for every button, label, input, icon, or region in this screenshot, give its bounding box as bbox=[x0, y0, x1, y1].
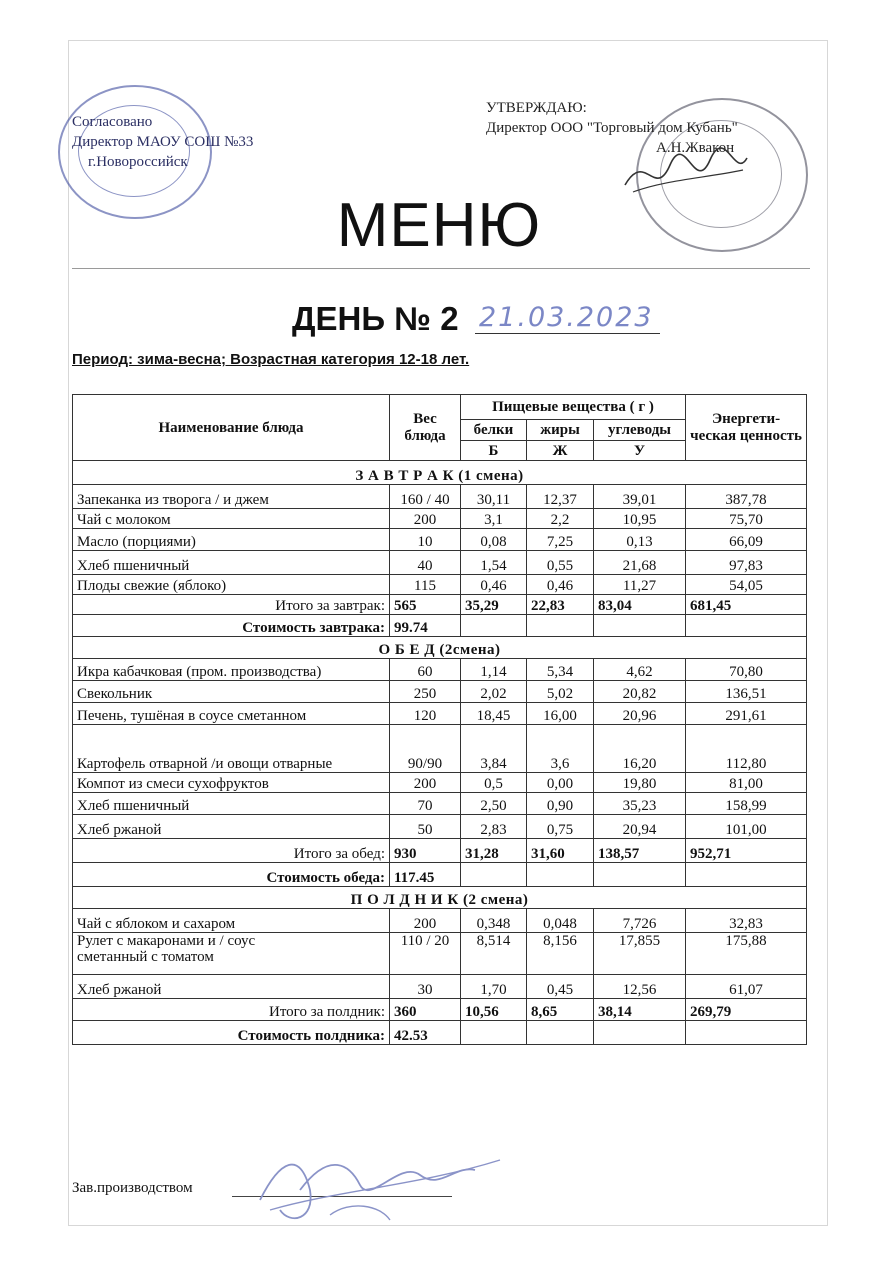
dish-energy: 81,00 bbox=[686, 773, 807, 793]
dish-energy: 136,51 bbox=[686, 681, 807, 703]
dish-carbs: 39,01 bbox=[594, 485, 686, 509]
dish-energy: 101,00 bbox=[686, 815, 807, 839]
dish-proteins: 1,70 bbox=[461, 975, 527, 999]
table-row bbox=[73, 485, 807, 509]
cost-label: Стоимость обеда: bbox=[73, 863, 390, 887]
dish-energy: 75,70 bbox=[686, 509, 807, 529]
dish-name: Икра кабачковая (пром. производства) bbox=[73, 659, 390, 681]
table-row bbox=[73, 909, 807, 933]
total-row-lunch bbox=[73, 839, 807, 863]
dish-fats: 12,37 bbox=[527, 485, 594, 509]
approval-left-line1: Согласовано bbox=[72, 114, 153, 130]
dish-name: Запеканка из творога / и джем bbox=[73, 485, 390, 509]
dish-fats: 7,25 bbox=[527, 529, 594, 551]
dish-name: Картофель отварной /и овощи отварные bbox=[73, 725, 390, 773]
dish-energy: 61,07 bbox=[686, 975, 807, 999]
total-fats: 31,60 bbox=[527, 839, 594, 863]
total-carbs: 138,57 bbox=[594, 839, 686, 863]
table-row bbox=[73, 509, 807, 529]
dish-energy: 175,88 bbox=[686, 933, 807, 975]
dish-proteins: 0,348 bbox=[461, 909, 527, 933]
approval-left-block bbox=[72, 112, 253, 172]
dish-name: Масло (порциями) bbox=[73, 529, 390, 551]
table-row bbox=[73, 815, 807, 839]
dish-proteins: 30,11 bbox=[461, 485, 527, 509]
dish-carbs: 20,94 bbox=[594, 815, 686, 839]
table-row bbox=[73, 933, 807, 975]
dish-energy: 66,09 bbox=[686, 529, 807, 551]
table-row bbox=[73, 551, 807, 575]
dish-fats: 0,45 bbox=[527, 975, 594, 999]
approval-left-line2: Директор МАОУ СОШ №33 bbox=[72, 134, 254, 150]
section-row-snack bbox=[73, 887, 807, 909]
dish-proteins: 2,02 bbox=[461, 681, 527, 703]
dish-name: Хлеб пшеничный bbox=[73, 793, 390, 815]
dish-carbs: 17,855 bbox=[594, 933, 686, 975]
dish-name: Хлеб ржаной bbox=[73, 975, 390, 999]
cost-value: 42.53 bbox=[390, 1021, 461, 1045]
dish-energy: 54,05 bbox=[686, 575, 807, 595]
total-fats: 8,65 bbox=[527, 999, 594, 1021]
dish-weight: 60 bbox=[390, 659, 461, 681]
dish-carbs: 19,80 bbox=[594, 773, 686, 793]
table-row bbox=[73, 975, 807, 999]
dish-proteins: 3,1 bbox=[461, 509, 527, 529]
dish-weight: 250 bbox=[390, 681, 461, 703]
dish-carbs: 35,23 bbox=[594, 793, 686, 815]
total-energy: 269,79 bbox=[686, 999, 807, 1021]
dish-weight: 50 bbox=[390, 815, 461, 839]
total-label: Итого за завтрак: bbox=[73, 595, 390, 615]
dish-proteins: 1,54 bbox=[461, 551, 527, 575]
total-proteins: 10,56 bbox=[461, 999, 527, 1021]
period-line: Период: зима-весна; Возрастная категория 12-18 лет. bbox=[72, 351, 470, 368]
table-row bbox=[73, 703, 807, 725]
cost-value: 99.74 bbox=[390, 615, 461, 637]
dish-fats: 0,00 bbox=[527, 773, 594, 793]
dish-weight: 10 bbox=[390, 529, 461, 551]
dish-carbs: 21,68 bbox=[594, 551, 686, 575]
dish-weight: 110 / 20 bbox=[390, 933, 461, 975]
day-label: ДЕНЬ № 2 bbox=[292, 300, 459, 337]
dish-energy: 291,61 bbox=[686, 703, 807, 725]
section-row-lunch bbox=[73, 637, 807, 659]
dish-carbs: 16,20 bbox=[594, 725, 686, 773]
dish-carbs: 4,62 bbox=[594, 659, 686, 681]
cost-label: Стоимость полдника: bbox=[73, 1021, 390, 1045]
total-weight: 360 bbox=[390, 999, 461, 1021]
dish-weight: 200 bbox=[390, 773, 461, 793]
dish-name: Чай с молоком bbox=[73, 509, 390, 529]
dish-weight: 115 bbox=[390, 575, 461, 595]
dish-fats: 3,6 bbox=[527, 725, 594, 773]
approval-right-line2: Директор ООО "Торговый дом Кубань" bbox=[486, 120, 738, 136]
dish-name: Хлеб ржаной bbox=[73, 815, 390, 839]
dish-weight: 160 / 40 bbox=[390, 485, 461, 509]
dish-fats: 0,048 bbox=[527, 909, 594, 933]
dish-energy: 97,83 bbox=[686, 551, 807, 575]
dish-fats: 5,34 bbox=[527, 659, 594, 681]
dish-proteins: 18,45 bbox=[461, 703, 527, 725]
header-nutrients: Пищевые вещества ( г ) bbox=[461, 395, 686, 420]
header-fats: жиры bbox=[527, 420, 594, 441]
table-row bbox=[73, 773, 807, 793]
header-proteins: белки bbox=[461, 420, 527, 441]
dish-proteins: 8,514 bbox=[461, 933, 527, 975]
dish-fats: 8,156 bbox=[527, 933, 594, 975]
dish-name: Чай с яблоком и сахаром bbox=[73, 909, 390, 933]
dish-proteins: 0,5 bbox=[461, 773, 527, 793]
approval-right-line3: А.Н.Жвакон bbox=[656, 140, 735, 156]
dish-carbs: 20,82 bbox=[594, 681, 686, 703]
table-row bbox=[73, 529, 807, 551]
total-proteins: 31,28 bbox=[461, 839, 527, 863]
dish-energy: 158,99 bbox=[686, 793, 807, 815]
dish-proteins: 2,83 bbox=[461, 815, 527, 839]
header-c-short: У bbox=[594, 441, 686, 461]
approval-right-line1: УТВЕРЖДАЮ: bbox=[486, 100, 587, 116]
dish-proteins: 3,84 bbox=[461, 725, 527, 773]
dish-weight: 120 bbox=[390, 703, 461, 725]
table-row bbox=[73, 793, 807, 815]
section-title-lunch: О Б Е Д (2смена) bbox=[73, 637, 807, 659]
section-row-breakfast bbox=[73, 461, 807, 485]
total-energy: 952,71 bbox=[686, 839, 807, 863]
header-row-1 bbox=[73, 395, 807, 420]
dish-weight: 70 bbox=[390, 793, 461, 815]
total-carbs: 38,14 bbox=[594, 999, 686, 1021]
header-weight: Вес блюда bbox=[390, 395, 461, 461]
dish-fats: 5,02 bbox=[527, 681, 594, 703]
dish-energy: 387,78 bbox=[686, 485, 807, 509]
total-fats: 22,83 bbox=[527, 595, 594, 615]
header-energy: Энергети-ческая ценность bbox=[686, 395, 807, 461]
header-carbs: углеводы bbox=[594, 420, 686, 441]
cost-row-snack bbox=[73, 1021, 807, 1045]
page-title: МЕНЮ bbox=[336, 191, 542, 260]
cost-row-lunch bbox=[73, 863, 807, 887]
section-title-breakfast: З А В Т Р А К (1 смена) bbox=[73, 461, 807, 485]
dish-energy: 32,83 bbox=[686, 909, 807, 933]
manager-signature-icon bbox=[240, 1130, 520, 1250]
dish-carbs: 12,56 bbox=[594, 975, 686, 999]
dish-carbs: 11,27 bbox=[594, 575, 686, 595]
cost-label: Стоимость завтрака: bbox=[73, 615, 390, 637]
dish-weight: 90/90 bbox=[390, 725, 461, 773]
dish-weight: 200 bbox=[390, 509, 461, 529]
cost-value: 117.45 bbox=[390, 863, 461, 887]
dish-carbs: 20,96 bbox=[594, 703, 686, 725]
header-name: Наименование блюда bbox=[73, 395, 390, 461]
day-date-handwritten: 21.03.2023 bbox=[475, 302, 660, 334]
table-row bbox=[73, 725, 807, 773]
dish-name: Компот из смеси сухофруктов bbox=[73, 773, 390, 793]
table-row bbox=[73, 681, 807, 703]
dish-fats: 2,2 bbox=[527, 509, 594, 529]
total-weight: 565 bbox=[390, 595, 461, 615]
dish-energy: 70,80 bbox=[686, 659, 807, 681]
dish-weight: 30 bbox=[390, 975, 461, 999]
total-row-snack bbox=[73, 999, 807, 1021]
title-divider bbox=[72, 268, 810, 269]
dish-name: Плоды свежие (яблоко) bbox=[73, 575, 390, 595]
total-label: Итого за обед: bbox=[73, 839, 390, 863]
dish-name: Хлеб пшеничный bbox=[73, 551, 390, 575]
dish-proteins: 0,08 bbox=[461, 529, 527, 551]
total-row-breakfast bbox=[73, 595, 807, 615]
dish-carbs: 7,726 bbox=[594, 909, 686, 933]
dish-name: Рулет с макаронами и / соус сметанный с томатом bbox=[73, 933, 390, 975]
dish-proteins: 1,14 bbox=[461, 659, 527, 681]
dish-energy: 112,80 bbox=[686, 725, 807, 773]
dish-carbs: 10,95 bbox=[594, 509, 686, 529]
dish-fats: 16,00 bbox=[527, 703, 594, 725]
dish-proteins: 2,50 bbox=[461, 793, 527, 815]
section-title-snack: П О Л Д Н И К (2 смена) bbox=[73, 887, 807, 909]
header-f-short: Ж bbox=[527, 441, 594, 461]
table-row bbox=[73, 575, 807, 595]
total-weight: 930 bbox=[390, 839, 461, 863]
dish-weight: 200 bbox=[390, 909, 461, 933]
total-proteins: 35,29 bbox=[461, 595, 527, 615]
table-row bbox=[73, 659, 807, 681]
dish-fats: 0,55 bbox=[527, 551, 594, 575]
dish-fats: 0,46 bbox=[527, 575, 594, 595]
total-carbs: 83,04 bbox=[594, 595, 686, 615]
approval-left-line3: г.Новороссийск bbox=[88, 154, 188, 170]
dish-weight: 40 bbox=[390, 551, 461, 575]
footer-label: Зав.производством bbox=[72, 1180, 193, 1196]
dish-fats: 0,90 bbox=[527, 793, 594, 815]
dish-name: Печень, тушёная в соусе сметанном bbox=[73, 703, 390, 725]
total-label: Итого за полдник: bbox=[73, 999, 390, 1021]
cost-row-breakfast bbox=[73, 615, 807, 637]
dish-fats: 0,75 bbox=[527, 815, 594, 839]
header-p-short: Б bbox=[461, 441, 527, 461]
menu-table bbox=[72, 394, 807, 1045]
dish-proteins: 0,46 bbox=[461, 575, 527, 595]
dish-name: Свекольник bbox=[73, 681, 390, 703]
dish-carbs: 0,13 bbox=[594, 529, 686, 551]
total-energy: 681,45 bbox=[686, 595, 807, 615]
